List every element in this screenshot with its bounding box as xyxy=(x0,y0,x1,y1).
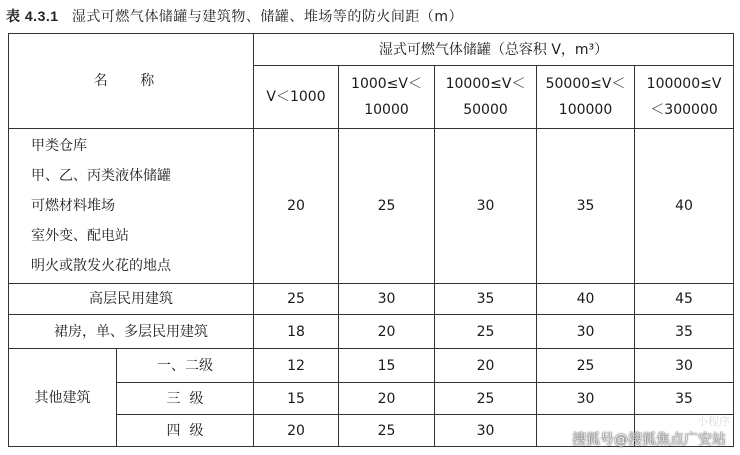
cell-value: 45 xyxy=(635,284,734,315)
row-label: 高层民用建筑 xyxy=(9,284,254,315)
cell-value: 25 xyxy=(254,284,339,315)
col-header: 50000≤V＜ 100000 xyxy=(537,66,635,129)
cell-value: 35 xyxy=(537,129,635,284)
cell-value: 30 xyxy=(635,349,734,383)
cell-value: 20 xyxy=(435,349,537,383)
table-caption xyxy=(6,6,463,26)
table-row xyxy=(9,284,734,315)
cell-value: 35 xyxy=(635,315,734,349)
cell-value: 20 xyxy=(339,383,435,415)
cell-value: 25 xyxy=(339,415,435,447)
name-header: 名 称 xyxy=(9,34,254,129)
sub-label: 四 级 xyxy=(117,415,254,447)
faint-watermark: 小程序 xyxy=(697,415,730,428)
cell-value: 30 xyxy=(537,315,635,349)
cell-value: 30 xyxy=(435,415,537,447)
cell-value: 40 xyxy=(537,284,635,315)
watermark-text: 搜狐号@搜狐焦点广安站 xyxy=(572,432,726,448)
cell-value: 20 xyxy=(339,315,435,349)
group-header: 湿式可燃气体储罐（总容积 V，m³） xyxy=(254,34,734,66)
sub-label: 三 级 xyxy=(117,383,254,415)
table-row xyxy=(9,315,734,349)
col-header: 10000≤V＜ 50000 xyxy=(435,66,537,129)
cell-value: 30 xyxy=(435,129,537,284)
cell-value: 25 xyxy=(537,349,635,383)
cell-value: 40 xyxy=(635,129,734,284)
cell-value: 25 xyxy=(339,129,435,284)
cell-value: 25 xyxy=(435,383,537,415)
table-row xyxy=(9,349,734,383)
col-header: V＜1000 xyxy=(254,66,339,129)
row-label: 裙房，单、多层民用建筑 xyxy=(9,315,254,349)
cell-value: 30 xyxy=(537,383,635,415)
table-number: 表 4.3.1 xyxy=(6,8,59,24)
cell-value: 30 xyxy=(339,284,435,315)
cell-value: 20 xyxy=(254,129,339,284)
group-label: 其他建筑 xyxy=(9,349,117,447)
table-title: 湿式可燃气体储罐与建筑物、储罐、堆场等的防火间距（m） xyxy=(71,9,464,25)
cell-value: 18 xyxy=(254,315,339,349)
cell-value: 25 xyxy=(435,315,537,349)
spacing-table xyxy=(8,33,734,447)
row-label: 甲类仓库 甲、乙、丙类液体储罐 可燃材料堆场 室外变、配电站 明火或散发火花的地点 xyxy=(9,129,254,284)
cell-value: 35 xyxy=(635,383,734,415)
table-row xyxy=(9,383,734,415)
cell-value: 20 xyxy=(254,415,339,447)
cell-value: 15 xyxy=(339,349,435,383)
cell-value: 12 xyxy=(254,349,339,383)
col-header: 1000≤V＜ 10000 xyxy=(339,66,435,129)
cell-value: 35 xyxy=(435,284,537,315)
table-row xyxy=(9,129,734,284)
cell-value: 15 xyxy=(254,383,339,415)
sub-label: 一、二级 xyxy=(117,349,254,383)
col-header: 100000≤V ＜300000 xyxy=(635,66,734,129)
